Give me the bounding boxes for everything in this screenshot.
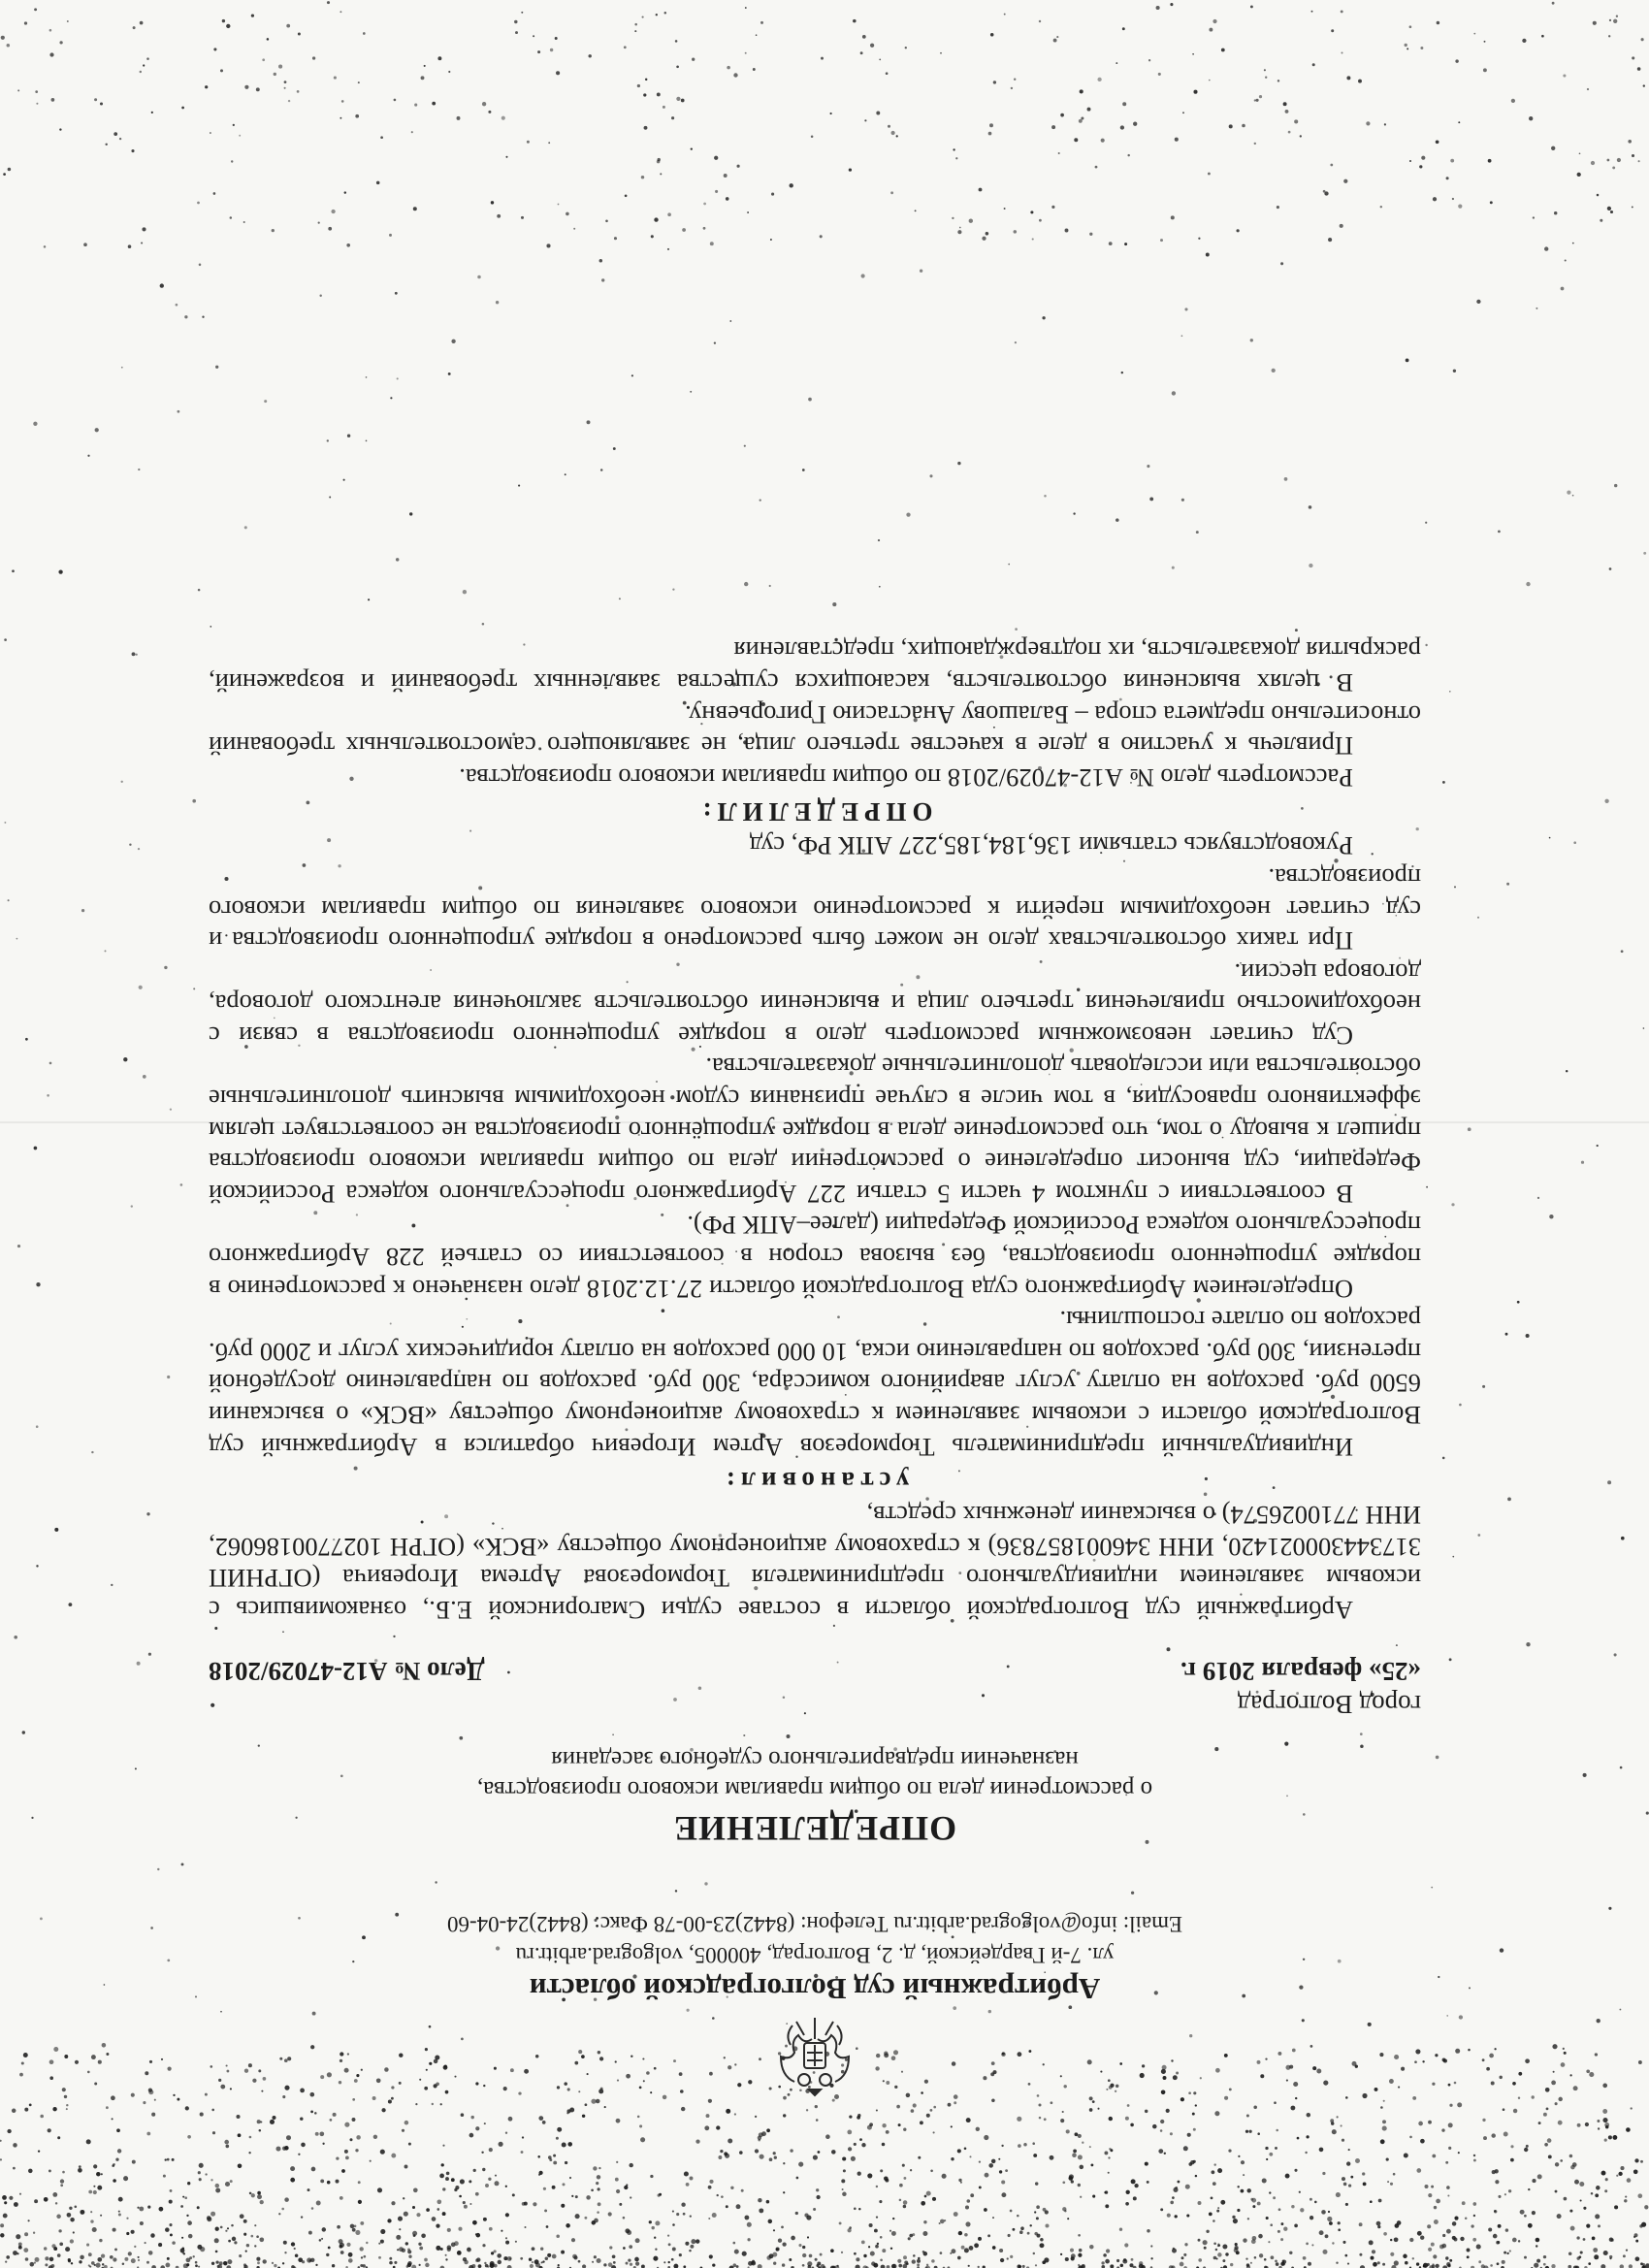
paragraph-intro: Арбитражный суд Волгоградской области в составе судьи Смагоринской Е.Б., ознакомившись с исковым заявлением индивидуального предпринимателя Тюрморезова Артема Игоревича (ОГРНИП 317344300021420, ИНН 346001857836) к страховому акционерному обществу «ВСК» (ОГРН 1027700186062, ИНН 7710026574) о взыскании денежных средств, <box>209 1501 1421 1625</box>
paragraph-circumstances: При таких обстоятельствах дело не может быть рассмотрено в порядке упрощенного производства и суд считает необходимым перейти к рассмотрению искового заявления по общим правилам искового производства. <box>209 862 1421 956</box>
paragraph-decision-1: Рассмотреть дело № А12-47029/2018 по общим правилам искового производства. <box>459 762 1353 793</box>
coat-of-arms-emblem <box>775 2010 855 2103</box>
heading-decided: ОПРЕДЕЛИЛ: <box>696 796 933 826</box>
city-date-block <box>1180 1655 1421 1721</box>
document-date: «25» февраля 2019 г. <box>1180 1657 1421 1686</box>
paragraph-claim: Индивидуальный предприниматель Тюрморезов Артем Игоревич обратился в Арбитражный суд Волгоградской области с исковым заявлением к страховому акционерному обществу «ВСК» о взыскании 6500 руб. расходов на оплату услуг аварийного комиссара, 300 руб. расходов по направлению досудебной претензии, 300 руб. расходов по направлению иска, 10 000 расходов на оплату юридических услуг и 2000 руб. расходов по оплате госпошлины. <box>209 1306 1421 1462</box>
paragraph-decision-2: Привлечь к участию в деле в качестве третьего лица, не заявляющего самостоятельных требований относительно предмета спора – Балашову Анастасию Григорьевну. <box>209 699 1421 761</box>
heading-established: установил: <box>720 1466 910 1496</box>
document-content <box>209 635 1421 2103</box>
subtitle-line-1: о рассмотрении дела по общим правилам искового производства, <box>476 1776 1153 1802</box>
paragraph-simplified-procedure: Определением Арбитражного суда Волгоградской области 27.12.2018 дело назначено к рассмотрению в порядке упрощенного производства, без вызова сторон в соответствии со статьей 228 Арбитражного процессуального кодекса Российской Федерации (далее–АПК РФ). <box>209 1211 1421 1304</box>
court-name: Арбитражный суд Волгоградской области <box>529 1972 1101 2006</box>
city: город Волгоград <box>1237 1690 1421 1719</box>
paragraph-guided-by: Руководствуясь статьями 136,184,185,227 АПК РФ, суд <box>749 831 1353 861</box>
document-subtitle <box>209 1744 1421 1804</box>
paragraph-impossibility: Суд считает невозможным рассмотреть дело в порядке упрощенного производства в связи с необходимостью привлечения третьего лица и выяснении обстоятельств заключения агентского договора, договора цессии. <box>209 957 1421 1051</box>
document-meta <box>209 1655 1421 1721</box>
paragraph-decision-3: В целях выяснения обстоятельств, касающихся существа заявленных требований и возражений, раскрытия доказательств, их подтверждающих, представления <box>209 636 1421 697</box>
case-number: Дело № А12-47029/2018 <box>209 1657 485 1686</box>
document-title: ОПРЕДЕЛЕНИЕ <box>672 1809 957 1848</box>
court-address: ул. 7-й Гвардейской, д. 2, Волгоград, 400005, volgograd.arbitr.ru <box>515 1943 1115 1967</box>
court-contacts: Email: info@volgograd.arbitr.ru Телефон: (8442)23-00-78 Факс: (8442)24-04-60 <box>446 1912 1183 1936</box>
subtitle-line-2: назначении предварительного судебного заседания <box>551 1746 1079 1772</box>
paragraph-legal-basis: В соответствии с пунктом 4 части 5 статьи 227 Арбитражного процессуального кодекса Российской Федерации, суд выносит определение о рассмотрении дела по общим правилам искового производства пришел к выводу о том, что рассмотрение дела в порядке упрощённого производства не соответствует целям эффективного правосудия, в том числе в случае признания судом необходимым выяснить дополнительные обстоятельства или исследовать дополнительные доказательства. <box>209 1053 1421 1209</box>
